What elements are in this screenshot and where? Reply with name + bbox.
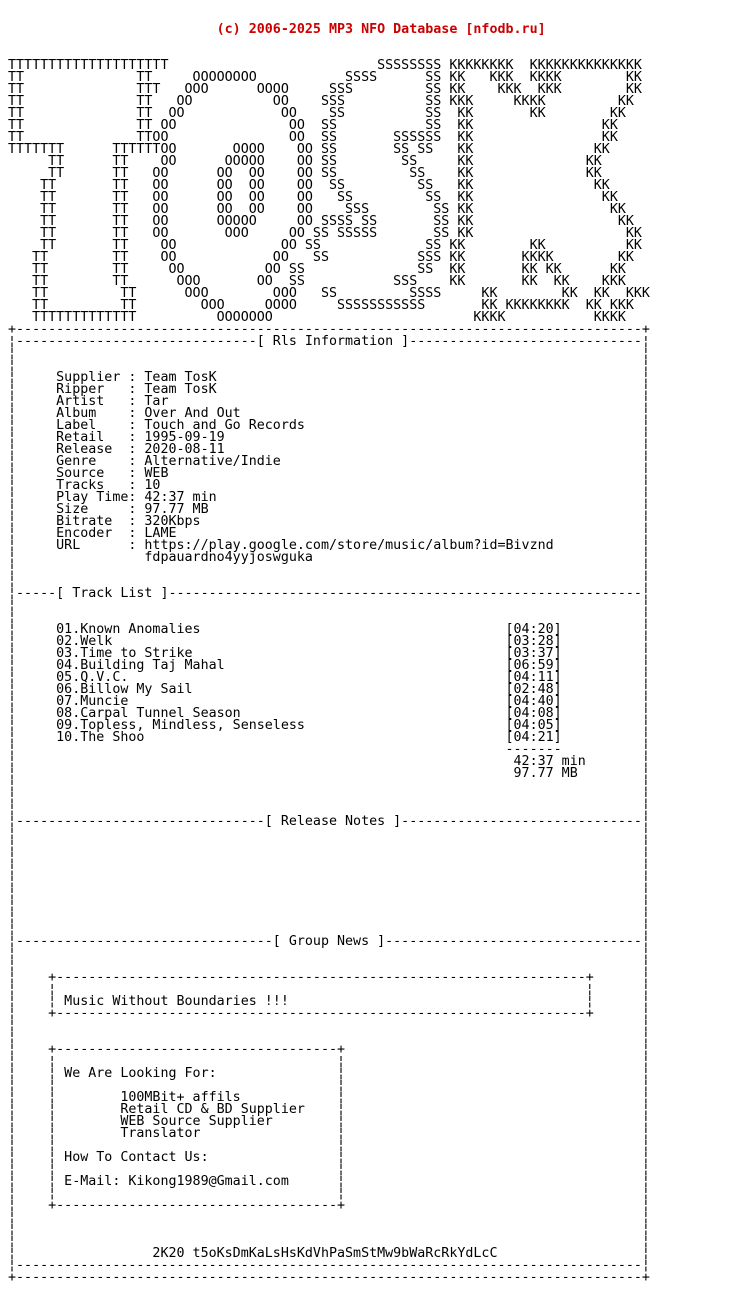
nfo-line: ¦ ¦ (8, 1018, 650, 1033)
nfo-line: ¦ ------- ¦ (8, 742, 650, 757)
nfo-line: ¦ ¦ (8, 1222, 650, 1237)
nfo-line: TT TT OO OOOOO OO SSSS SS SS KK KK (8, 214, 634, 229)
nfo-line: ¦ ¦ (8, 1030, 650, 1045)
nfo-line: TT TT OOO OO SS SSS KK KK KK KKK (8, 274, 626, 289)
nfo-line: ¦ ¦ (8, 346, 650, 361)
nfo-line: ¦ Ripper : Team TosK ¦ (8, 382, 650, 397)
nfo-line: TT TT OO OO SS SSS KK KKKK KK (8, 250, 634, 265)
nfo-line: ¦ ¦ ¦ ¦ (8, 1078, 650, 1093)
nfo-line: ¦ ¦ (8, 802, 650, 817)
nfo-line: ¦ +------------------------------------------------------------------+ ¦ (8, 1006, 650, 1021)
nfo-line: ¦ ¦ (8, 898, 650, 913)
nfo-line: ¦ ¦ (8, 838, 650, 853)
nfo-line: ¦ ¦ (8, 790, 650, 805)
nfo-line: ¦ ¦ (8, 562, 650, 577)
nfo-line: ¦ ¦ (8, 778, 650, 793)
nfo-line: ¦ ¦ 100MBit+ affils ¦ ¦ (8, 1090, 650, 1105)
nfo-line: ¦ ¦ ¦ ¦ (8, 1054, 650, 1069)
nfo-line: +------------------------------------------------------------------------------+ (8, 322, 650, 337)
nfo-line: ¦ 07.Muncie [04:40] ¦ (8, 694, 650, 709)
nfo-line: ¦ 02.Welk [03:28] ¦ (8, 634, 650, 649)
nfo-line: ¦ Album : Over And Out ¦ (8, 406, 650, 421)
nfo-line: TT TT OO OO SS SS KK KK KK (8, 238, 642, 253)
nfo-line: ¦ ¦ ¦ ¦ (8, 1138, 650, 1153)
nfo-line: ¦ 97.77 MB ¦ (8, 766, 650, 781)
nfo-line: ¦ URL : https://play.google.com/store/music/album?id=Bivznd ¦ (8, 538, 650, 553)
nfo-line: ¦ 42:37 min ¦ (8, 754, 650, 769)
nfo-line: TT TT OO OO SS SS KK KK (8, 118, 618, 133)
nfo-line: ¦ ¦ (8, 610, 650, 625)
nfo-line: TT TT OOO OOOO SSSSSSSSSSS KK KKKKKKKK KK KKK (8, 298, 634, 313)
nfo-line: ¦ 09.Topless, Mindless, Senseless [04:05] ¦ (8, 718, 650, 733)
nfo-line: ¦ 05.Q.V.C. [04:11] ¦ (8, 670, 650, 685)
nfo-line: ¦ ¦ (8, 598, 650, 613)
nfo-line: ¦ ¦ (8, 886, 650, 901)
nfo-line: ¦ ¦ E-Mail: Kikong1989@Gmail.com ¦ ¦ (8, 1174, 650, 1189)
nfo-line: TT TT OO OOO OO SS SSSSS SS KK KK (8, 226, 642, 241)
nfo-line: ¦--------------------------------[ Group News ]--------------------------------¦ (8, 934, 650, 949)
nfo-line: ¦ +-----------------------------------+ ¦ (8, 1198, 650, 1213)
nfo-line: TTTTTTTTTTTTT OOOOOOO KKKK KKKK (8, 310, 626, 325)
nfo-line: ¦ Tracks : 10 ¦ (8, 478, 650, 493)
nfo-line: ¦ ¦ How To Contact Us: ¦ ¦ (8, 1150, 650, 1165)
nfo-line: ¦ ¦ (8, 1234, 650, 1249)
nfo-line: TT TT OOO OOO SS SSSS KK KK KK KKK (8, 286, 650, 301)
nfo-line: ¦ Encoder : LAME ¦ (8, 526, 650, 541)
nfo-line: TT TT OO OO OO OO SS SS KK KK (8, 166, 602, 181)
nfo-line: ¦ Size : 97.77 MB ¦ (8, 502, 650, 517)
nfo-line: ¦ ¦ Retail CD & BD Supplier ¦ ¦ (8, 1102, 650, 1117)
nfo-line: ¦ Source : WEB ¦ (8, 466, 650, 481)
nfo-line: ¦ +------------------------------------------------------------------+ ¦ (8, 970, 650, 985)
nfo-line: ¦ 06.Billow My Sail [02:48] ¦ (8, 682, 650, 697)
nfo-line: ¦ ¦ (8, 1210, 650, 1225)
nfo-line: TTTTTTT TTTTTTOO OOOO OO SS SS SS KK KK (8, 142, 610, 157)
nfo-line: ¦ ¦ (8, 826, 650, 841)
nfo-line: TT TT OO OO SSS SS KKK KKKK KK (8, 94, 634, 109)
nfo-line: ¦-------------------------------[ Release Notes ]------------------------------¦ (8, 814, 650, 829)
nfo-line: ¦ Supplier : Team TosK ¦ (8, 370, 650, 385)
nfo-line: ¦ ¦ ¦ ¦ (8, 1162, 650, 1177)
nfo-line: TT TT OOOOOOOO SSSS SS KK KKK KKKK KK (8, 70, 642, 85)
nfo-line: ¦ 10.The Shoo [04:21] ¦ (8, 730, 650, 745)
nfo-line: ¦ ¦ (8, 922, 650, 937)
nfo-line: ¦ Label : Touch and Go Records ¦ (8, 418, 650, 433)
nfo-line: ¦ ¦ (8, 946, 650, 961)
nfo-line: ¦-----[ Track List ]-----------------------------------------------------------¦ (8, 586, 650, 601)
nfo-line: TT TTT OOO OOOO SSS SS KK KKK KKK KK (8, 82, 642, 97)
nfo-line: ¦------------------------------[ Rls Information ]-----------------------------¦ (8, 334, 650, 349)
nfo-line: TT TT OO OO SS SS KK KK KK KK (8, 262, 626, 277)
nfo-line: ¦ ¦ (8, 910, 650, 925)
nfo-line: ¦ 03.Time to Strike [03:37] ¦ (8, 646, 650, 661)
nfo-line: ¦ ¦ (8, 850, 650, 865)
nfo-line: ¦ ¦ (8, 574, 650, 589)
nfo-line: ¦ ¦ WEB Source Supplier ¦ ¦ (8, 1114, 650, 1129)
nfo-line: ¦ ¦ ¦ ¦ (8, 1186, 650, 1201)
nfo-line: ¦ ¦ (8, 862, 650, 877)
copyright-header: (c) 2006-2025 MP3 NFO Database [nfodb.ru] (8, 22, 546, 37)
nfo-line: ¦ Genre : Alternative/Indie ¦ (8, 454, 650, 469)
nfo-line: ¦ Bitrate : 320Kbps ¦ (8, 514, 650, 529)
nfo-line: TT TT OO OO OO OO SS SS KK KK (8, 178, 610, 193)
nfo-line: ¦ ¦ (8, 358, 650, 373)
nfo-line: ¦ Play Time: 42:37 min ¦ (8, 490, 650, 505)
nfo-line: ¦ 2K20 t5oKsDmKaLsHsKdVhPaSmStMw9bWaRcRkYdLcC ¦ (8, 1246, 650, 1261)
nfo-line: +------------------------------------------------------------------------------+ (8, 1270, 650, 1285)
nfo-line: ¦ Retail : 1995-09-19 ¦ (8, 430, 650, 445)
nfo-line: ¦ 08.Carpal Tunnel Season [04:08] ¦ (8, 706, 650, 721)
nfo-line: ¦ ¦ Music Without Boundaries !!! ¦ ¦ (8, 994, 650, 1009)
nfo-line: ¦ ¦ Translator ¦ ¦ (8, 1126, 650, 1141)
nfo-line: ¦ Artist : Tar ¦ (8, 394, 650, 409)
nfo-line: TT TT OO OOOOO OO SS SS KK KK (8, 154, 602, 169)
nfo-line: TTTTTTTTTTTTTTTTTTTT SSSSSSSS KKKKKKKK KKKKKKKKKKKKKK (8, 58, 642, 73)
nfo-line: ¦------------------------------------------------------------------------------¦ (8, 1258, 650, 1273)
nfo-line: ¦ ¦ (8, 958, 650, 973)
nfo-line: ¦ ¦ We Are Looking For: ¦ ¦ (8, 1066, 650, 1081)
nfo-line: TT TT OO OO OO OO SS SS KK KK (8, 190, 618, 205)
nfo-line: ¦ fdpauardno4yyjoswguka ¦ (8, 550, 650, 565)
nfo-line: ¦ 01.Known Anomalies [04:20] ¦ (8, 622, 650, 637)
nfo-line: ¦ ¦ (8, 874, 650, 889)
nfo-line: ¦ ¦ ¦ ¦ (8, 982, 650, 997)
nfo-line: TT TT OO OO SS SS KK KK KK (8, 106, 626, 121)
nfo-document (8, 0, 650, 1296)
nfo-line: TT TT OO OO OO OO SSS SS KK KK (8, 202, 626, 217)
nfo-line: ¦ +-----------------------------------+ ¦ (8, 1042, 650, 1057)
nfo-line: TT TTOO OO SS SSSSSS KK KK (8, 130, 618, 145)
nfo-line: ¦ Release : 2020-08-11 ¦ (8, 442, 650, 457)
nfo-body (8, 60, 650, 1284)
nfo-line: ¦ 04.Building Taj Mahal [06:59] ¦ (8, 658, 650, 673)
